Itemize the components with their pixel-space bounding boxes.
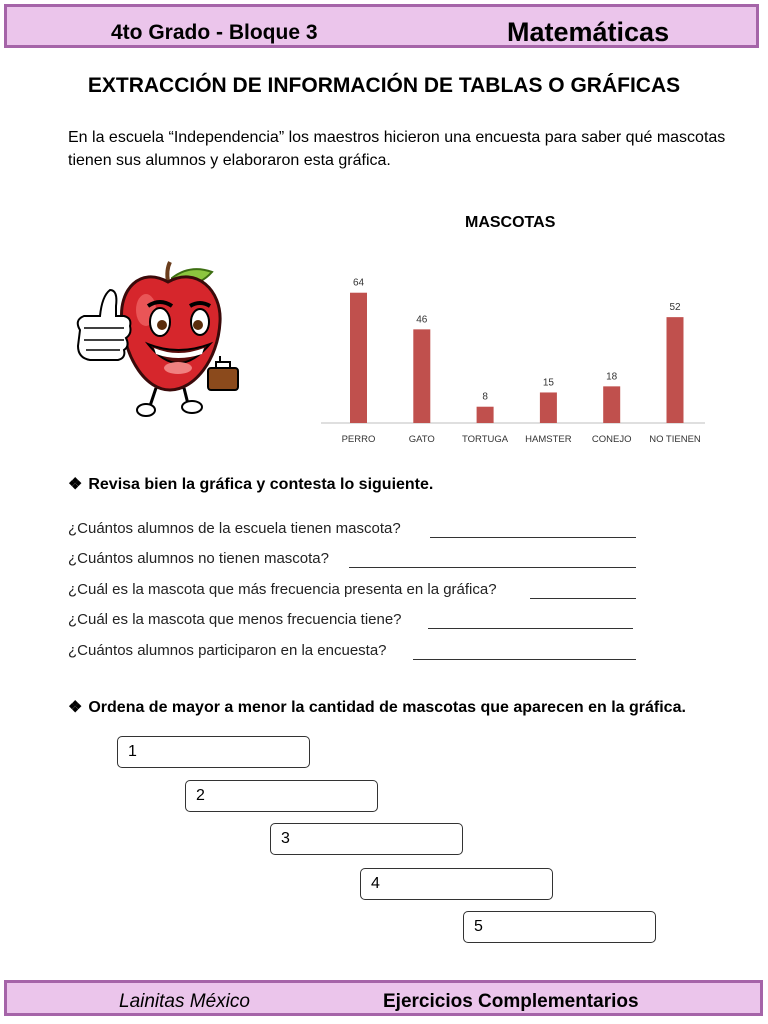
data-label: 8	[482, 391, 488, 403]
rank-number: 2	[196, 787, 205, 804]
footer-bar	[4, 980, 763, 1016]
bar-conejo	[603, 386, 620, 423]
section1-text: Revisa bien la gráfica y contesta lo siguiente.	[88, 476, 434, 493]
answer-line-2[interactable]	[349, 567, 636, 568]
answer-line-4[interactable]	[428, 628, 633, 629]
page-title: EXTRACCIÓN DE INFORMACIÓN DE TABLAS O GRÁFICAS	[87, 74, 681, 97]
apple-mascot-icon	[70, 260, 245, 420]
diamond-bullet-icon: ❖	[68, 476, 83, 493]
rank-box-4[interactable]	[360, 868, 553, 900]
rank-box-1[interactable]	[117, 736, 310, 768]
x-tick-label: PERRO	[341, 434, 376, 445]
rank-box-2[interactable]	[185, 780, 378, 812]
mascotas-bar-chart	[315, 268, 715, 453]
rank-box-5[interactable]	[463, 911, 656, 943]
question-3: ¿Cuál es la mascota que más frecuencia presenta en la gráfica?	[68, 581, 497, 598]
bar-no-tienen	[667, 317, 684, 423]
x-tick-label: TORTUGA	[462, 434, 509, 445]
data-label: 52	[669, 302, 681, 314]
rank-number: 5	[474, 918, 483, 935]
rank-number: 4	[371, 875, 380, 892]
question-1: ¿Cuántos alumnos de la escuela tienen mascota?	[68, 520, 401, 537]
diamond-bullet-icon: ❖	[68, 699, 83, 716]
chart-title: MASCOTAS	[465, 214, 556, 231]
subject-label: Matemáticas	[507, 17, 670, 47]
data-label: 64	[352, 277, 365, 289]
answer-line-5[interactable]	[413, 659, 636, 660]
footer-author: Lainitas México	[119, 991, 250, 1012]
x-tick-label: CONEJO	[591, 434, 632, 445]
rank-box-3[interactable]	[270, 823, 463, 855]
section2-text: Ordena de mayor a menor la cantidad de mascotas que aparecen en la gráfica.	[88, 699, 686, 716]
question-2: ¿Cuántos alumnos no tienen mascota?	[68, 550, 329, 567]
section2-instruction	[68, 697, 686, 717]
bar-gato	[413, 329, 430, 423]
data-label: 18	[606, 371, 618, 383]
answer-line-3[interactable]	[530, 598, 636, 599]
footer-title: Ejercicios Complementarios	[383, 991, 639, 1012]
x-tick-label: HAMSTER	[525, 434, 572, 445]
rank-number: 1	[128, 743, 137, 760]
header-bar	[4, 4, 759, 48]
bar-tortuga	[477, 407, 494, 423]
rank-number: 3	[281, 830, 290, 847]
bar-perro	[350, 293, 367, 423]
data-label: 46	[416, 314, 428, 326]
section1-instruction	[68, 474, 433, 494]
question-4: ¿Cuál es la mascota que menos frecuencia tiene?	[68, 611, 402, 628]
grade-label: 4to Grado - Bloque 3	[111, 21, 318, 44]
intro-text: En la escuela “Independencia” los maestros hicieron una encuesta para saber qué mascotas tienen sus alumnos y elaboraron esta gráfica.	[68, 129, 726, 169]
question-5: ¿Cuántos alumnos participaron en la encuesta?	[68, 642, 387, 659]
bar-hamster	[540, 392, 557, 423]
x-tick-label: GATO	[408, 434, 435, 445]
x-tick-label: NO TIENEN	[649, 434, 701, 445]
answer-line-1[interactable]	[430, 537, 636, 538]
data-label: 15	[542, 377, 554, 389]
